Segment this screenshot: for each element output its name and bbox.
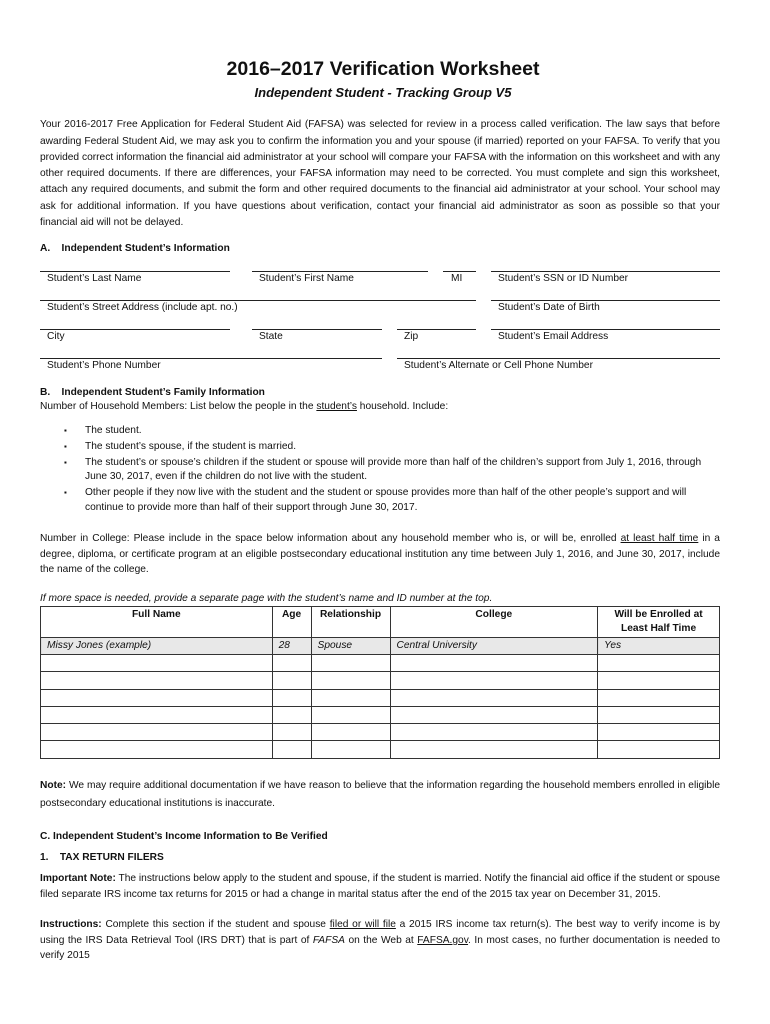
table-header-row — [41, 606, 720, 637]
cell-name[interactable] — [41, 689, 273, 706]
household-lead-tail: household. Include: — [356, 400, 449, 412]
instructions-text-4: . In most cases, no further documentation is needed to verify 2015 — [40, 934, 720, 962]
cell-enrolled[interactable] — [598, 724, 720, 741]
cell-relationship[interactable] — [311, 654, 390, 671]
zip-field[interactable] — [397, 318, 476, 347]
cell-college[interactable] — [390, 672, 598, 689]
section-a — [40, 241, 720, 375]
example-enrolled: Yes — [598, 637, 720, 654]
important-note-text: The instructions below apply to the student and spouse, if the student is married. Notify the financial aid office if the student or spouse filed separate IRS income tax returns for 2015 or had a change in marital status after the end of the 2015 tax year on December 31, 2015. — [40, 873, 720, 900]
cell-college[interactable] — [390, 654, 598, 671]
bullet-text: The student. — [85, 424, 142, 436]
email-label: Student’s Email Address — [498, 330, 609, 342]
cell-relationship[interactable] — [311, 672, 390, 689]
instructions-label: Instructions: — [40, 919, 102, 931]
cell-enrolled[interactable] — [598, 706, 720, 723]
cell-age[interactable] — [272, 706, 311, 723]
list-item — [64, 424, 720, 439]
instructions-text-2: a 2015 IRS income tax return(s). The best way to verify income is by using the IRS Data Retrieval Tool (IRS DRT) that is part of — [40, 919, 720, 946]
cell-name[interactable] — [41, 672, 273, 689]
college-underlined: at least half time — [620, 533, 699, 545]
cell-relationship[interactable] — [311, 724, 390, 741]
cell-college[interactable] — [390, 724, 598, 741]
number-in-college-paragraph — [40, 531, 720, 578]
page-title: 2016–2017 Verification Worksheet — [226, 58, 540, 80]
cell-enrolled[interactable] — [598, 672, 720, 689]
mi-label: MI — [451, 272, 463, 284]
dob-field[interactable] — [491, 289, 720, 318]
street-address-label: Student’s Street Address (include apt. no.) — [47, 301, 238, 313]
cell-relationship[interactable] — [311, 741, 390, 758]
cell-age[interactable] — [272, 689, 311, 706]
cell-name[interactable] — [41, 706, 273, 723]
household-bullets — [64, 424, 720, 516]
note-text: We may require additional documentation if we have reason to believe that the information regarding the household members enrolled in eligible postsecondary educational institutions is inaccurate. — [40, 779, 720, 809]
cell-relationship[interactable] — [311, 689, 390, 706]
instructions-paragraph — [40, 917, 720, 964]
cell-enrolled[interactable] — [598, 689, 720, 706]
field-row-name — [40, 260, 720, 289]
city-field[interactable] — [40, 318, 230, 347]
section-b — [40, 386, 720, 813]
space-note: If more space is needed, provide a separate page with the student’s name and ID number at the top. — [40, 592, 493, 604]
instructions-text-3: on the Web at — [344, 934, 418, 946]
ssn-field[interactable] — [491, 260, 720, 289]
alt-phone-field[interactable] — [397, 347, 720, 376]
section-a-heading: A. Independent Student’s Information — [40, 243, 230, 255]
bullet-text: The student’s or spouse’s children if the student or spouse will provide more than half of the children’s support from July 1, 2016, through June 30, 2017, even if the children do not live with the student. — [85, 456, 702, 483]
instructions-text-1: Complete this section if the student and spouse — [101, 919, 330, 931]
header-relationship: Relationship — [311, 606, 390, 637]
phone-label: Student’s Phone Number — [47, 359, 161, 371]
phone-field[interactable] — [40, 347, 382, 376]
section-b-heading: B. Independent Student’s Family Information — [40, 386, 265, 398]
header-age: Age — [272, 606, 311, 637]
example-relationship: Spouse — [311, 637, 390, 654]
example-name: Missy Jones (example) — [41, 637, 273, 654]
cell-age[interactable] — [272, 741, 311, 758]
college-text: Number in College: Please include in the space below information about any household member who is, or will be, enrolled — [40, 533, 621, 545]
example-college: Central University — [390, 637, 598, 654]
page-subtitle: Independent Student - Tracking Group V5 — [254, 85, 512, 101]
field-row-city — [40, 318, 720, 347]
bullet-icon: ▪ — [64, 457, 67, 467]
table-row[interactable] — [41, 672, 720, 689]
cell-name[interactable] — [41, 741, 273, 758]
cell-age[interactable] — [272, 654, 311, 671]
example-age: 28 — [272, 637, 311, 654]
cell-college[interactable] — [390, 689, 598, 706]
instructions-fafsa: FAFSA — [312, 934, 345, 946]
list-item — [64, 456, 720, 485]
last-name-field[interactable] — [40, 260, 230, 289]
table-row[interactable] — [41, 724, 720, 741]
list-item — [64, 486, 720, 515]
cell-age[interactable] — [272, 724, 311, 741]
note-label: Note: — [40, 779, 67, 791]
header-enrolled: Will be Enrolled at Least Half Time — [598, 606, 720, 637]
tax-return-filers-heading: 1. TAX RETURN FILERS — [40, 852, 164, 864]
cell-name[interactable] — [41, 724, 273, 741]
bullet-icon: ▪ — [64, 425, 67, 435]
dob-label: Student’s Date of Birth — [498, 301, 600, 313]
note-paragraph — [40, 777, 720, 813]
state-field[interactable] — [252, 318, 382, 347]
household-table — [40, 606, 720, 759]
header-full-name: Full Name — [41, 606, 273, 637]
table-row[interactable] — [41, 706, 720, 723]
field-row-address — [40, 289, 720, 318]
field-row-phone — [40, 347, 720, 376]
section-c — [40, 829, 720, 964]
list-item — [64, 440, 720, 455]
state-label: State — [259, 330, 283, 342]
first-name-label: Student’s First Name — [259, 272, 354, 284]
intro-paragraph: Your 2016-2017 Free Application for Federal Student Aid (FAFSA) was selected for review in a process called verification. The law says that before awarding Federal Student Aid, we may ask you to confirm the information you and your spouse (if married) reported on your FAFSA. To verify that you provided correct information the financial aid administrator at your school will compare your FAFSA with the information on this worksheet and with any other required documents. If there are differences, your FAFSA information may need to be corrected. You must complete and sign this worksheet, attach any required documents, and submit the form and other required documents to the financial aid administrator at your school. Your school may ask for additional information. If you have questions about verification, contact your financial aid administrator as soon as possible so that your financial aid will not be delayed. — [40, 119, 720, 229]
cell-name[interactable] — [41, 654, 273, 671]
cell-enrolled[interactable] — [598, 654, 720, 671]
mi-field[interactable] — [443, 260, 476, 289]
cell-relationship[interactable] — [311, 706, 390, 723]
important-note-label: Important Note: — [40, 873, 116, 885]
city-label: City — [47, 330, 65, 342]
header-college: College — [390, 606, 598, 637]
first-name-field[interactable] — [252, 260, 428, 289]
college-tail: in a degree, diploma, or certificate program at an eligible postsecondary educational institution any time between July 1, 2016, and June 30, 2017, include the name of the college. — [40, 533, 720, 576]
worksheet-page — [40, 58, 720, 964]
fafsa-gov-link[interactable]: FAFSA.gov — [417, 934, 469, 946]
table-row-example — [41, 637, 720, 654]
instructions-underlined-1: filed or will file — [329, 919, 396, 931]
section-c-heading: C. Independent Student’s Income Information to Be Verified — [40, 830, 328, 842]
household-lead-underlined: student’s — [316, 400, 357, 412]
bullet-text: The student’s spouse, if the student is married. — [85, 440, 297, 452]
cell-college[interactable] — [390, 706, 598, 723]
email-field[interactable] — [491, 318, 720, 347]
alt-phone-label: Student’s Alternate or Cell Phone Number — [404, 359, 593, 371]
table-row[interactable] — [41, 689, 720, 706]
bullet-icon: ▪ — [64, 488, 67, 498]
street-address-field[interactable] — [40, 289, 476, 318]
household-lead-text: Number of Household Members: List below the people in the — [40, 400, 317, 412]
table-row[interactable] — [41, 741, 720, 758]
table-row[interactable] — [41, 654, 720, 671]
cell-age[interactable] — [272, 672, 311, 689]
bullet-icon: ▪ — [64, 441, 67, 451]
cell-enrolled[interactable] — [598, 741, 720, 758]
household-lead — [40, 400, 720, 414]
zip-label: Zip — [404, 330, 419, 342]
important-note-paragraph — [40, 871, 720, 902]
cell-college[interactable] — [390, 741, 598, 758]
ssn-label: Student’s SSN or ID Number — [498, 272, 629, 284]
bullet-text: Other people if they now live with the student and the student or spouse provides more than half of the other people’s support and will continue to provide more than half of their support through June 30, 2017. — [85, 487, 687, 513]
last-name-label: Student’s Last Name — [47, 272, 142, 284]
